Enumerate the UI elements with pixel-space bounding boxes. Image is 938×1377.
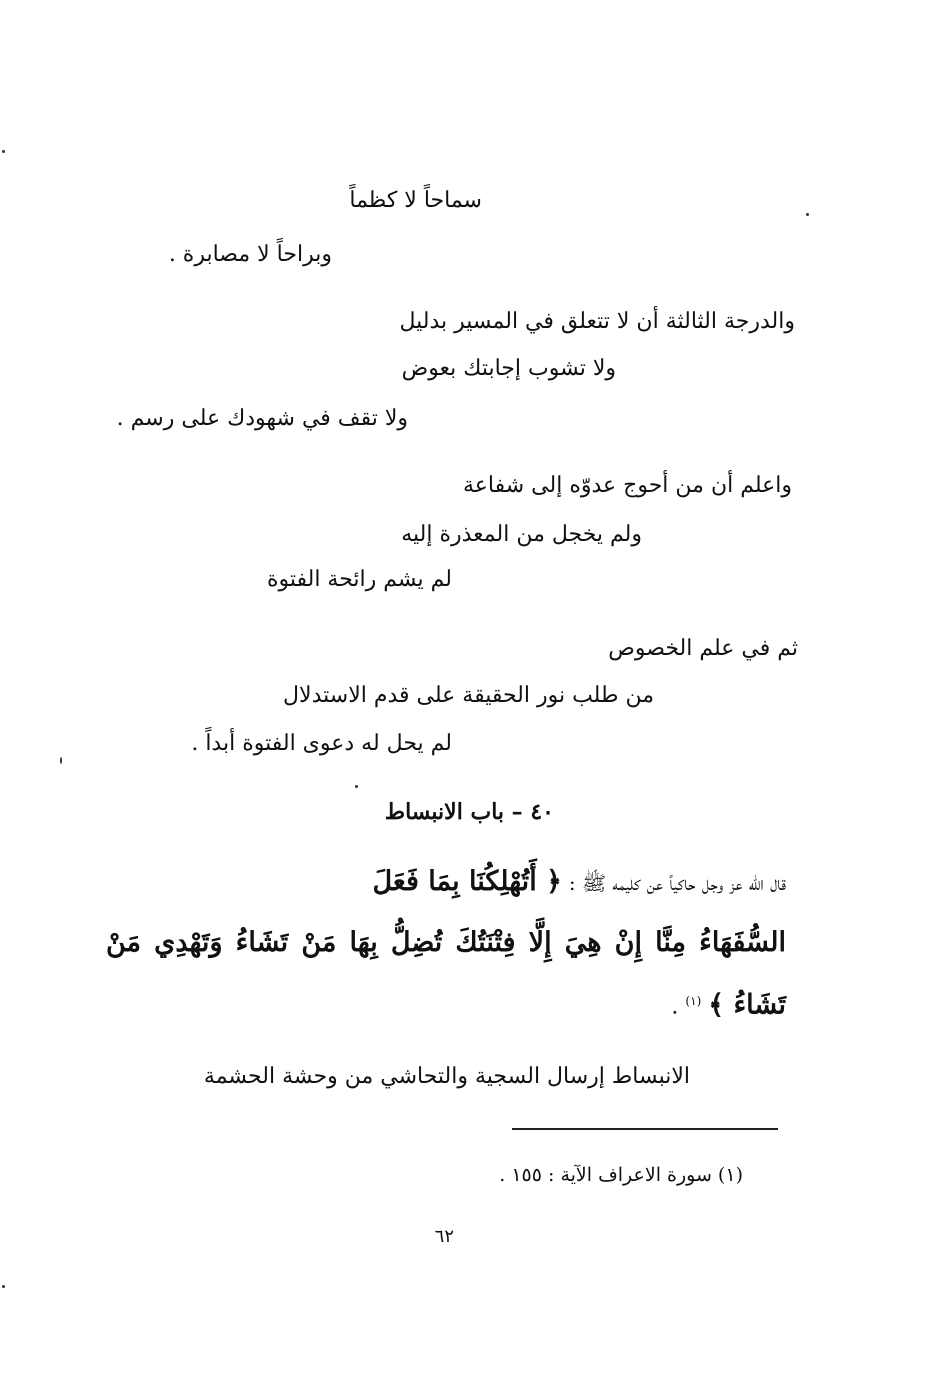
scan-speck [2,150,5,153]
scan-speck [806,213,809,216]
quote-intro: قال الله عز وجل حاكياً عن كليمه ﷺ : [568,871,786,895]
page-number: ٦٢ [434,1226,454,1247]
quran-verse-part-1: ﴿ أَتُهْلِكُنَا بِمَا فَعَلَ [372,866,562,897]
verse-line-2: وبراحاً لا مصابرة . [168,242,332,267]
quote-line-1 [106,867,786,899]
verse-line-1: سماحاً لا كظماً [349,188,482,213]
khusus-line-1: ثم في علم الخصوص [608,636,798,661]
degree3-line-2: ولا تشوب إجابتك بعوض [401,356,616,381]
know-line-1: واعلم أن من أحوج عدوّه إلى شفاعة [463,473,792,498]
chapter-heading: ٤٠ – باب الانبساط [384,799,554,825]
footnote-divider [512,1128,778,1130]
degree3-line-1: والدرجة الثالثة أن لا تتعلق في المسير بدليل [399,309,795,334]
quran-verse-part-3: تَشَاءُ ﴾ [708,989,786,1021]
know-line-2: ولم يخجل من المعذرة إليه [401,522,642,547]
khusus-line-2: من طلب نور الحقيقة على قدم الاستدلال [283,683,654,708]
quote-line-3 [671,986,786,1022]
quran-verse-part-2: السُّفَهَاءُ مِنَّا إِنْ هِيَ إِلَّا فِتْنَتُكَ تُضِلُّ بِهَا مَنْ تَشَاءُ وَتَهْدِي مَنْ [106,927,786,958]
footnote-reference: (١) [685,994,702,1008]
scan-speck [2,1285,5,1288]
know-line-3: لم يشم رائحة الفتوة [266,567,452,592]
degree3-line-3: ولا تقف في شهودك على رسم . [116,406,408,431]
scan-speck [355,785,358,788]
definition-line: الانبساط إرسال السجية والتحاشي من وحشة الحشمة [203,1064,690,1089]
scan-speck [60,757,62,764]
quote-end-period: . [671,994,679,1020]
khusus-line-3: لم يحل له دعوى الفتوة أبداً . [191,731,452,756]
footnote-text: (١) سورة الاعراف الآية : ١٥٥ . [499,1164,743,1186]
